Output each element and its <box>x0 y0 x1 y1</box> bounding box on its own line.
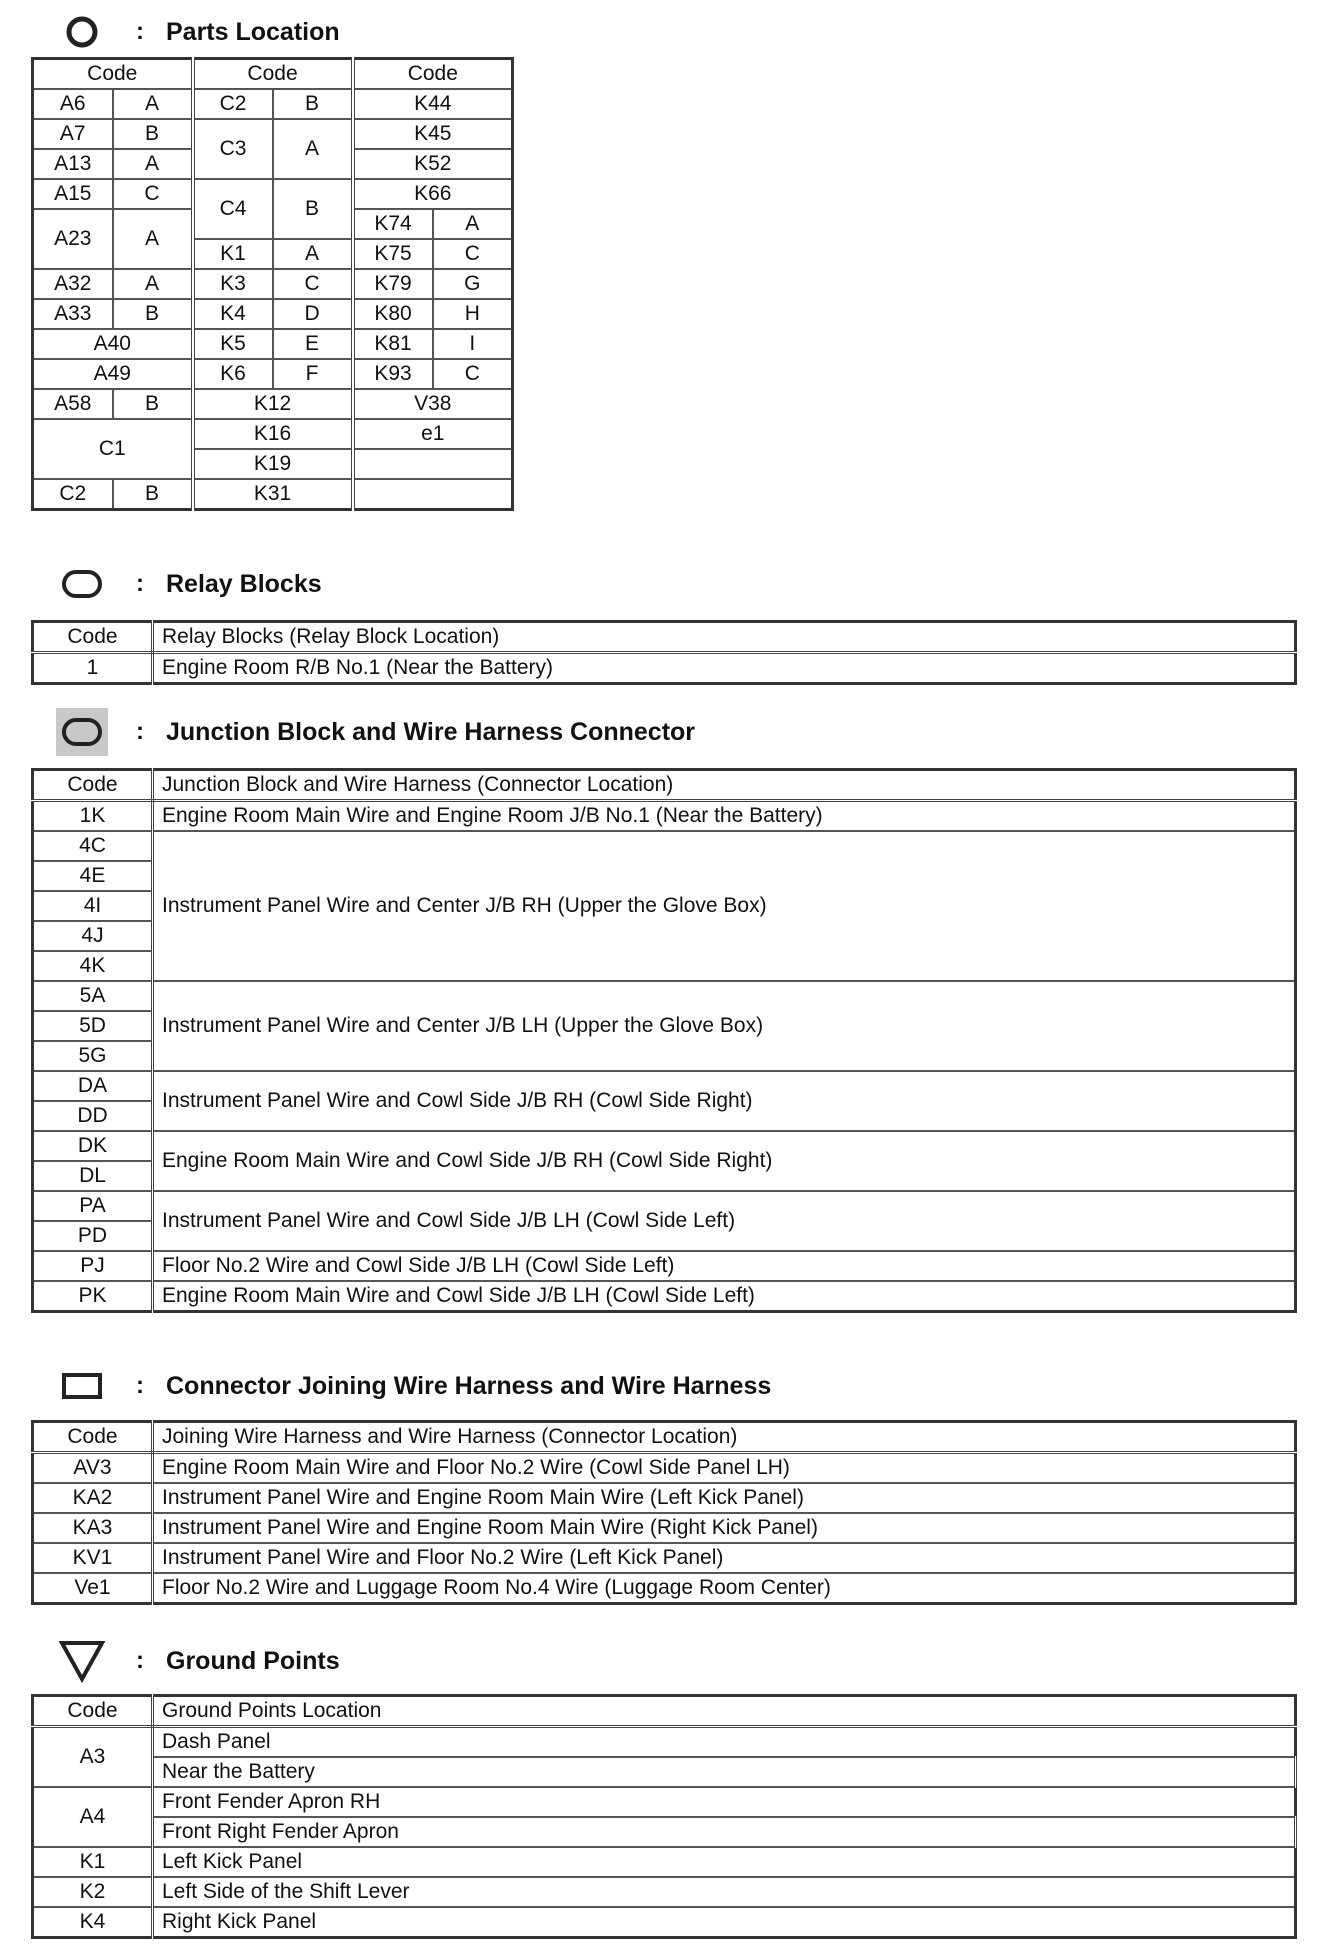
location-cell: C <box>113 179 193 209</box>
circle-outline-icon <box>56 12 108 52</box>
code-cell: K1 <box>33 1847 153 1877</box>
code-cell: V38 <box>353 389 513 419</box>
code-cell: K12 <box>193 389 353 419</box>
location-cell: C <box>433 239 513 269</box>
code-cell: A4 <box>33 1787 153 1847</box>
location-cell: C <box>273 269 353 299</box>
parts-location-table <box>31 57 514 511</box>
location-cell: I <box>433 329 513 359</box>
table-row <box>33 1727 1296 1758</box>
code-cell: PK <box>33 1281 153 1312</box>
code-cell: K5 <box>193 329 273 359</box>
code-cell: K75 <box>353 239 433 269</box>
code-cell: 1K <box>33 801 153 832</box>
heading-colon: : <box>136 718 144 745</box>
location-cell: Dash Panel <box>153 1727 1296 1758</box>
code-cell: 5A <box>33 981 153 1011</box>
relay-blocks-heading <box>56 564 322 604</box>
table-row <box>33 770 1296 801</box>
junction-block-heading <box>56 712 695 752</box>
location-cell: Instrument Panel Wire and Cowl Side J/B LH (Cowl Side Left) <box>153 1191 1296 1251</box>
table-row <box>33 1817 1296 1847</box>
junction-block-table <box>31 768 1297 1313</box>
location-cell: Engine Room Main Wire and Engine Room J/B No.1 (Near the Battery) <box>153 801 1296 832</box>
heading-colon: : <box>136 1372 144 1399</box>
location-cell: Instrument Panel Wire and Center J/B RH (Upper the Glove Box) <box>153 831 1296 981</box>
section-title: Junction Block and Wire Harness Connector <box>166 717 696 746</box>
code-cell: DD <box>33 1101 153 1131</box>
code-cell: C4 <box>193 179 273 239</box>
code-cell: K3 <box>193 269 273 299</box>
code-cell: KA3 <box>33 1513 153 1543</box>
section-title: Relay Blocks <box>166 569 322 598</box>
table-row <box>33 1907 1296 1938</box>
table-row <box>33 269 513 299</box>
code-cell: K81 <box>353 329 433 359</box>
column-header: Junction Block and Wire Harness (Connector Location) <box>153 770 1296 801</box>
location-cell: Engine Room R/B No.1 (Near the Battery) <box>153 653 1296 684</box>
table-row <box>33 1453 1296 1484</box>
code-cell: K1 <box>193 239 273 269</box>
location-cell: Left Kick Panel <box>153 1847 1296 1877</box>
table-row <box>33 1847 1296 1877</box>
table-row <box>33 419 513 449</box>
code-cell: A15 <box>33 179 113 209</box>
code-cell: C2 <box>33 479 113 510</box>
code-cell: A13 <box>33 149 113 179</box>
heading-colon: : <box>136 18 144 45</box>
code-cell: C1 <box>33 419 193 479</box>
table-row <box>33 89 513 119</box>
column-header: Relay Blocks (Relay Block Location) <box>153 622 1296 653</box>
table-row <box>33 1071 1296 1101</box>
code-cell: PD <box>33 1221 153 1251</box>
code-cell: K45 <box>353 119 513 149</box>
empty-cell <box>353 449 513 479</box>
table-row <box>33 329 513 359</box>
rectangle-icon <box>56 1366 108 1406</box>
table-row <box>33 119 513 149</box>
table-row <box>33 359 513 389</box>
code-cell: K52 <box>353 149 513 179</box>
location-cell: Instrument Panel Wire and Center J/B LH (Upper the Glove Box) <box>153 981 1296 1071</box>
code-cell: KA2 <box>33 1483 153 1513</box>
code-cell: 5G <box>33 1041 153 1071</box>
code-cell: K31 <box>193 479 353 510</box>
table-row <box>33 1131 1296 1161</box>
table-row <box>33 653 1296 684</box>
code-cell: K93 <box>353 359 433 389</box>
table-row <box>33 179 513 209</box>
ground-points-heading <box>56 1641 340 1681</box>
code-cell: KV1 <box>33 1543 153 1573</box>
table-row <box>33 1543 1296 1573</box>
section-title: Parts Location <box>166 17 340 46</box>
column-header: Code <box>33 622 153 653</box>
code-cell: DK <box>33 1131 153 1161</box>
location-cell: Front Fender Apron RH <box>153 1787 1296 1817</box>
table-row <box>33 299 513 329</box>
location-cell: Near the Battery <box>153 1757 1296 1787</box>
table-row <box>33 59 513 90</box>
code-cell: K6 <box>193 359 273 389</box>
column-header: Code <box>33 59 193 90</box>
code-cell: K44 <box>353 89 513 119</box>
table-row <box>33 801 1296 832</box>
table-row <box>33 389 513 419</box>
column-header: Ground Points Location <box>153 1696 1296 1727</box>
section-title: Ground Points <box>166 1646 340 1675</box>
code-cell: A49 <box>33 359 193 389</box>
location-cell: A <box>433 209 513 239</box>
connector-joining-heading <box>56 1366 771 1406</box>
code-cell: K19 <box>193 449 353 479</box>
table-row <box>33 622 1296 653</box>
code-cell: 4K <box>33 951 153 981</box>
location-cell: Engine Room Main Wire and Cowl Side J/B RH (Cowl Side Right) <box>153 1131 1296 1191</box>
code-cell: K4 <box>193 299 273 329</box>
code-cell: A6 <box>33 89 113 119</box>
location-cell: F <box>273 359 353 389</box>
location-cell: H <box>433 299 513 329</box>
table-row <box>33 479 513 510</box>
code-cell: C2 <box>193 89 273 119</box>
location-cell: A <box>113 149 193 179</box>
table-row <box>33 1877 1296 1907</box>
code-cell: A33 <box>33 299 113 329</box>
connector-joining-table <box>31 1420 1297 1605</box>
location-cell: A <box>273 239 353 269</box>
table-row <box>33 981 1296 1011</box>
code-cell: 4I <box>33 891 153 921</box>
column-header: Code <box>353 59 513 90</box>
table-row <box>33 1513 1296 1543</box>
code-cell: K80 <box>353 299 433 329</box>
code-cell: A40 <box>33 329 193 359</box>
location-cell: B <box>113 119 193 149</box>
location-cell: Floor No.2 Wire and Luggage Room No.4 Wire (Luggage Room Center) <box>153 1573 1296 1604</box>
triangle-down-icon <box>56 1641 108 1681</box>
code-cell: A58 <box>33 389 113 419</box>
location-cell: D <box>273 299 353 329</box>
location-cell: A <box>113 269 193 299</box>
rounded-oval-icon <box>56 564 108 604</box>
column-header: Code <box>33 1696 153 1727</box>
code-cell: K66 <box>353 179 513 209</box>
location-cell: G <box>433 269 513 299</box>
location-cell: Right Kick Panel <box>153 1907 1296 1938</box>
code-cell: 4C <box>33 831 153 861</box>
code-cell: K74 <box>353 209 433 239</box>
code-cell: DL <box>33 1161 153 1191</box>
heading-colon: : <box>136 570 144 597</box>
code-cell: K16 <box>193 419 353 449</box>
code-cell: AV3 <box>33 1453 153 1484</box>
location-cell: A <box>273 119 353 179</box>
table-row <box>33 1757 1296 1787</box>
location-cell: B <box>273 89 353 119</box>
code-cell: 4E <box>33 861 153 891</box>
location-cell: Instrument Panel Wire and Cowl Side J/B RH (Cowl Side Right) <box>153 1071 1296 1131</box>
code-cell: A23 <box>33 209 113 269</box>
location-cell: Instrument Panel Wire and Engine Room Main Wire (Left Kick Panel) <box>153 1483 1296 1513</box>
code-cell: PA <box>33 1191 153 1221</box>
location-cell: B <box>113 299 193 329</box>
empty-cell <box>353 479 513 510</box>
table-row <box>33 1281 1296 1312</box>
table-row <box>33 1191 1296 1221</box>
code-cell: K4 <box>33 1907 153 1938</box>
column-header: Code <box>193 59 353 90</box>
code-cell: A3 <box>33 1727 153 1788</box>
location-cell: Floor No.2 Wire and Cowl Side J/B LH (Cowl Side Left) <box>153 1251 1296 1281</box>
location-cell: B <box>113 479 193 510</box>
table-row <box>33 1787 1296 1817</box>
table-row <box>33 831 1296 861</box>
location-cell: Engine Room Main Wire and Floor No.2 Wire (Cowl Side Panel LH) <box>153 1453 1296 1484</box>
code-cell: Ve1 <box>33 1573 153 1604</box>
table-row <box>33 1696 1296 1727</box>
code-cell: A7 <box>33 119 113 149</box>
location-cell: A <box>113 89 193 119</box>
heading-colon: : <box>136 1647 144 1674</box>
table-row <box>33 1422 1296 1453</box>
location-cell: Front Right Fender Apron <box>153 1817 1296 1847</box>
relay-blocks-table <box>31 620 1297 685</box>
location-cell: B <box>273 179 353 239</box>
ground-points-table <box>31 1694 1297 1939</box>
code-cell: C3 <box>193 119 273 179</box>
location-cell: Instrument Panel Wire and Engine Room Main Wire (Right Kick Panel) <box>153 1513 1296 1543</box>
column-header: Code <box>33 770 153 801</box>
location-cell: Left Side of the Shift Lever <box>153 1877 1296 1907</box>
column-header: Code <box>33 1422 153 1453</box>
table-row <box>33 1483 1296 1513</box>
table-row <box>33 1573 1296 1604</box>
table-row <box>33 1251 1296 1281</box>
column-header: Joining Wire Harness and Wire Harness (Connector Location) <box>153 1422 1296 1453</box>
code-cell: 5D <box>33 1011 153 1041</box>
location-cell: Engine Room Main Wire and Cowl Side J/B LH (Cowl Side Left) <box>153 1281 1296 1312</box>
code-cell: PJ <box>33 1251 153 1281</box>
location-cell: E <box>273 329 353 359</box>
code-cell: DA <box>33 1071 153 1101</box>
section-title: Connector Joining Wire Harness and Wire Harness <box>166 1371 772 1400</box>
code-cell: K2 <box>33 1877 153 1907</box>
location-cell: Instrument Panel Wire and Floor No.2 Wire (Left Kick Panel) <box>153 1543 1296 1573</box>
code-cell: A32 <box>33 269 113 299</box>
parts-location-heading <box>56 12 340 52</box>
code-cell: 4J <box>33 921 153 951</box>
code-cell: e1 <box>353 419 513 449</box>
code-cell: 1 <box>33 653 153 684</box>
code-cell: K79 <box>353 269 433 299</box>
location-cell: A <box>113 209 193 269</box>
location-cell: C <box>433 359 513 389</box>
shaded-oval-icon <box>56 712 108 752</box>
location-cell: B <box>113 389 193 419</box>
